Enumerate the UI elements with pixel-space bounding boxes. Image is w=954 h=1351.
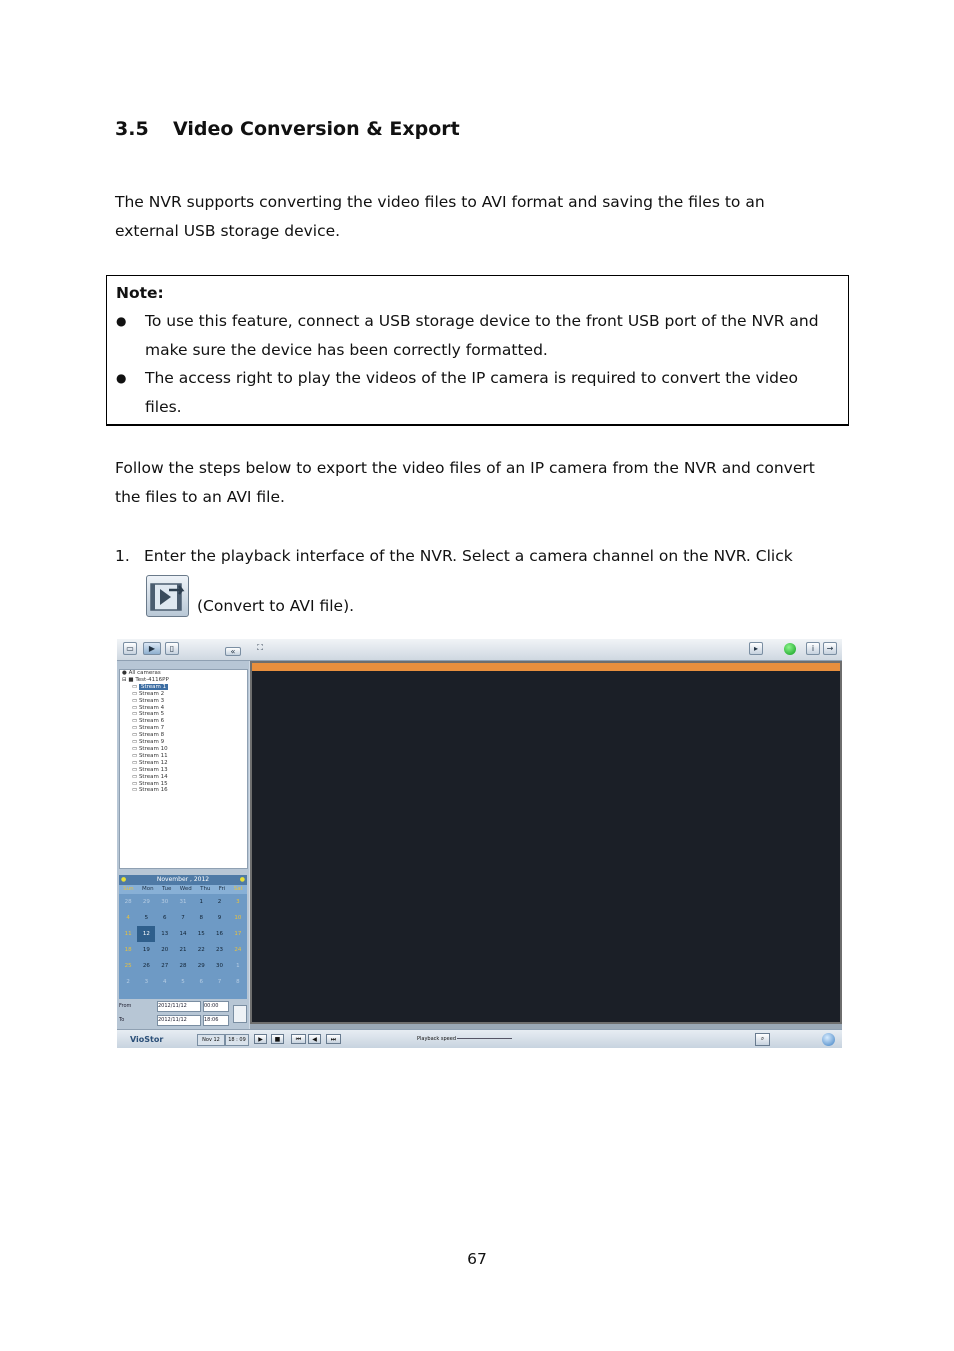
weekday-label: Tue — [161, 886, 172, 892]
stream-item[interactable]: ▭ Stream 12 — [132, 759, 168, 766]
bullet-dot-icon: ● — [116, 314, 127, 328]
step-text: Enter the playback interface of the NVR. Select a camera channel on the NVR. Click — [144, 547, 793, 565]
note-bullet-1-line-2: make sure the device has been correctly formatted. — [145, 341, 548, 359]
info-icon[interactable]: i — [806, 642, 820, 655]
calendar-day[interactable]: 24 — [234, 947, 242, 953]
stop-button[interactable]: ■ — [271, 1034, 284, 1044]
weekday-label: Sat — [233, 886, 243, 892]
calendar-day[interactable]: 7 — [181, 915, 185, 921]
stream-item[interactable]: ▭ Stream 4 — [132, 704, 165, 711]
fast-forward-button[interactable]: ⏭ — [326, 1034, 341, 1044]
section-title: Video Conversion & Export — [173, 118, 460, 140]
stream-item[interactable]: ▭ Stream 5 — [132, 711, 165, 718]
page-number: 67 — [467, 1250, 487, 1268]
rewind-button[interactable]: ⏮ — [291, 1034, 306, 1044]
calendar-week-row — [119, 958, 247, 974]
zoom-icon[interactable]: ⌕ — [755, 1033, 770, 1046]
calendar-day[interactable]: 27 — [161, 963, 169, 969]
calendar-day[interactable]: 6 — [199, 979, 204, 985]
monitor-icon[interactable]: ▭ — [123, 642, 137, 655]
viostor-logo: VioStor — [130, 1035, 164, 1044]
next-month-icon[interactable]: ● — [239, 876, 245, 883]
calendar-day[interactable]: 30 — [161, 899, 169, 905]
calendar-day[interactable]: 10 — [234, 915, 242, 921]
calendar-day[interactable]: 3 — [236, 899, 240, 905]
calendar-day[interactable]: 9 — [217, 915, 222, 921]
calendar-day[interactable]: 17 — [234, 931, 242, 937]
calendar-day[interactable]: 23 — [216, 947, 224, 953]
calendar-day[interactable]: 2 — [126, 979, 130, 985]
to-date-field[interactable]: 2012/11/12 — [157, 1015, 201, 1026]
calendar-day[interactable]: 31 — [179, 899, 187, 905]
stream-item[interactable]: ▭ Stream 10 — [132, 745, 168, 752]
video-viewport — [250, 661, 842, 1024]
stream-item[interactable]: ▭ Stream 11 — [132, 752, 168, 759]
intro-line-1: The NVR supports converting the video files to AVI format and saving the files to an — [115, 193, 765, 211]
step-back-button[interactable]: ◀ — [308, 1034, 321, 1044]
calendar-month: November , 2012 — [156, 876, 210, 883]
stream-item[interactable]: ▭ Stream 15 — [132, 780, 168, 787]
calendar-day[interactable]: 8 — [236, 979, 240, 985]
calendar-day[interactable]: 2 — [217, 899, 222, 905]
stream-item[interactable]: ▭ Stream 6 — [132, 718, 165, 725]
note-bullet-1-line-1: To use this feature, connect a USB storage device to the front USB port of the NVR and — [145, 312, 819, 330]
convert-to-avi-icon — [146, 575, 189, 617]
nvr-playback-screenshot — [117, 639, 842, 1048]
export-icon[interactable]: ▯ — [165, 642, 179, 655]
play-button[interactable]: ▶ — [254, 1034, 267, 1044]
step-number: 1. — [115, 547, 130, 565]
stream-item[interactable]: ▭ Stream 9 — [132, 739, 165, 746]
help-icon[interactable] — [822, 1033, 835, 1046]
weekday-label: Thu — [200, 886, 211, 892]
calendar-day[interactable]: 5 — [181, 979, 185, 985]
playback-speed-slider[interactable] — [457, 1038, 512, 1039]
calendar-day[interactable]: 16 — [216, 931, 224, 937]
logout-icon[interactable]: → — [823, 642, 837, 655]
weekday-label: Wed — [179, 886, 192, 892]
calendar — [119, 875, 247, 999]
calendar-day[interactable]: 3 — [144, 979, 149, 985]
calendar-week-row — [119, 910, 247, 926]
note-bullet-2-line-1: The access right to play the videos of the IP camera is required to convert the video — [145, 369, 799, 387]
stream-item[interactable]: ▭ Stream 16 — [132, 787, 168, 794]
calendar-day[interactable]: 11 — [124, 931, 132, 937]
calendar-week-row — [119, 942, 247, 958]
calendar-days — [119, 894, 247, 990]
calendar-week-row — [119, 894, 247, 910]
collapse-icon[interactable]: « — [225, 647, 241, 656]
calendar-day[interactable]: 21 — [179, 947, 187, 953]
playback-control-bar — [117, 1029, 842, 1048]
stream-item[interactable]: ▭ Stream 13 — [132, 766, 168, 773]
calendar-day[interactable]: 4 — [126, 915, 130, 921]
calendar-week-row — [119, 926, 247, 942]
fullscreen-icon[interactable]: ⛶ — [257, 643, 263, 652]
calendar-day[interactable]: 15 — [197, 931, 205, 937]
stream-item[interactable]: ▭ Stream 8 — [132, 732, 165, 739]
calendar-day[interactable]: 28 — [124, 899, 132, 905]
convert-label: (Convert to AVI file). — [197, 597, 355, 615]
note-box — [106, 275, 849, 426]
playback-icon[interactable]: ▶ — [143, 642, 161, 655]
calendar-day[interactable]: 4 — [162, 979, 167, 985]
follow-line-1: Follow the steps below to export the video files of an IP camera from the NVR and convert — [115, 459, 815, 477]
intro-paragraph — [115, 188, 850, 246]
stream-item[interactable]: ▭ Stream 14 — [132, 773, 168, 780]
stream-item[interactable]: ▭ Stream 1 — [132, 683, 167, 690]
stream-item[interactable]: ▭ Stream 2 — [132, 690, 165, 697]
to-time-field[interactable]: 18:06 — [203, 1015, 229, 1026]
intro-line-2: external USB storage device. — [115, 222, 341, 240]
top-toolbar — [117, 639, 842, 661]
calendar-day[interactable]: 1 — [236, 963, 240, 969]
time-display: 18 : 09 — [225, 1034, 249, 1046]
calendar-day[interactable]: 13 — [161, 931, 169, 937]
calendar-day[interactable]: 20 — [161, 947, 169, 953]
bullet-dot-icon: ● — [116, 371, 127, 385]
calendar-day[interactable]: 12 — [137, 926, 155, 942]
calendar-day[interactable]: 25 — [124, 963, 132, 969]
playback-speed-label: Playback speed — [417, 1036, 457, 1042]
calendar-day[interactable]: 30 — [216, 963, 224, 969]
calendar-day[interactable]: 28 — [179, 963, 187, 969]
calendar-day[interactable]: 22 — [197, 947, 205, 953]
calendar-weekdays — [119, 885, 247, 894]
status-indicator-icon — [784, 643, 796, 655]
convert-avi-toolbar-icon[interactable]: ▸ — [749, 642, 763, 655]
from-label: From — [119, 1003, 132, 1009]
from-date-field[interactable]: 2012/11/12 — [157, 1001, 201, 1012]
calendar-day[interactable]: 1 — [199, 899, 204, 905]
calendar-day[interactable]: 5 — [144, 915, 149, 921]
camera-tree — [119, 669, 248, 869]
weekday-label: Mon — [142, 886, 154, 892]
calendar-day[interactable]: 6 — [162, 915, 167, 921]
note-title: Note: — [116, 284, 164, 302]
calendar-day[interactable]: 18 — [124, 947, 132, 953]
follow-paragraph — [115, 454, 850, 512]
calendar-day[interactable]: 19 — [142, 947, 150, 953]
follow-line-2: the files to an AVI file. — [115, 488, 285, 506]
calendar-day[interactable]: 29 — [197, 963, 205, 969]
prev-month-icon[interactable]: ● — [121, 876, 127, 883]
section-number: 3.5 — [115, 118, 149, 140]
to-label: To — [119, 1017, 125, 1023]
stream-list — [120, 684, 247, 795]
section-heading — [115, 118, 460, 140]
calendar-day[interactable]: 26 — [142, 963, 150, 969]
stream-item[interactable]: ▭ Stream 3 — [132, 697, 165, 704]
date-display: Nov 12 — [197, 1034, 225, 1046]
tree-server[interactable]: ⊟ ■ Test-4116PP — [122, 676, 169, 683]
calendar-day[interactable]: 7 — [217, 979, 222, 985]
weekday-label: Sun — [123, 886, 134, 892]
stream-item[interactable]: ▭ Stream 7 — [132, 725, 165, 732]
calendar-week-row — [119, 974, 247, 990]
weekday-label: Fri — [218, 886, 226, 892]
calendar-header — [119, 875, 247, 885]
calendar-day[interactable]: 14 — [179, 931, 187, 937]
search-range-button[interactable] — [233, 1005, 247, 1023]
left-panel — [117, 661, 249, 1030]
calendar-day[interactable]: 8 — [199, 915, 204, 921]
calendar-day[interactable]: 29 — [142, 899, 150, 905]
note-bullet-2-line-2: files. — [145, 398, 182, 416]
channel-title-bar — [252, 663, 840, 671]
tree-root[interactable]: ● All cameras — [122, 670, 161, 676]
from-time-field[interactable]: 00:00 — [203, 1001, 229, 1012]
time-range — [119, 1001, 247, 1028]
